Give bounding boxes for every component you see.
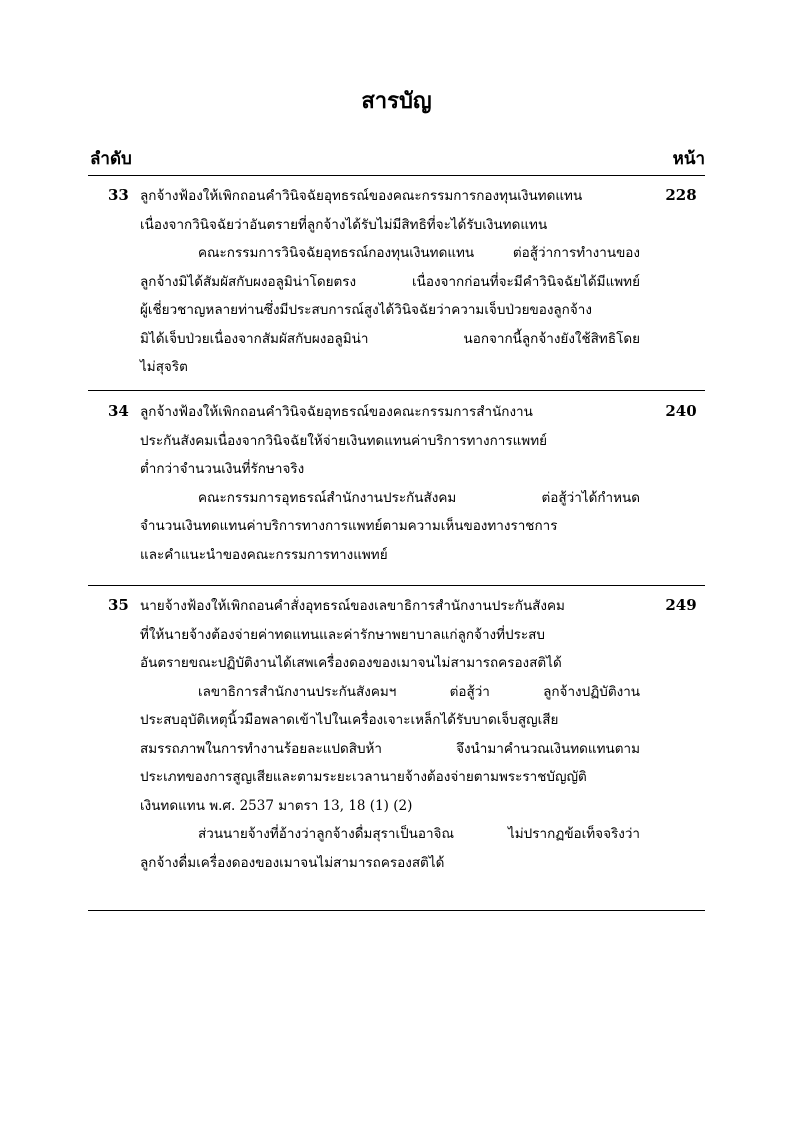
entry-summary-line: มิได้เจ็บป่วยเนื่องจากสัมผัสกับผงอลูมิน่า นอกจากนี้ลูกจ้างยังใช้สิทธิโดย	[140, 330, 640, 347]
page-title: สารบัญ	[361, 88, 432, 114]
entry-summary-line: ลูกจ้างมิได้สัมผัสกับผงอลูมิน่าโดยตรง เนื่องจากก่อนที่จะมีคำวินิจฉัยได้มีแพทย์	[140, 273, 640, 290]
entry-heading-line: ต่ำกว่าจำนวนเงินที่รักษาจริง	[140, 461, 305, 477]
entry-summary-line: ลูกจ้างดื่มเครื่องดองของเมาจนไม่สามารถครองสติได้	[140, 854, 445, 871]
page-column-header: หน้า	[672, 149, 705, 169]
entry-heading-line: อันตรายขณะปฏิบัติงานได้เสพเครื่องดองของเมาจนไม่สามารถครองสติได้	[140, 655, 562, 671]
entry-divider	[88, 390, 705, 391]
entry-number: 33	[108, 186, 129, 204]
entry-summary-line: ประสบอุบัติเหตุนิ้วมือพลาดเข้าไปในเครื่องเจาะเหล็กได้รับบาดเจ็บสูญเสีย	[140, 712, 559, 728]
entry-heading-line: ลูกจ้างฟ้องให้เพิกถอนคำวินิจฉัยอุทธรณ์ของคณะกรรมการกองทุนเงินทดแทน	[140, 188, 583, 204]
entry-body	[140, 398, 640, 569]
entry-page-number: 249	[665, 596, 697, 614]
entry-summary-line: ไม่สุจริต	[140, 359, 188, 375]
entry-divider	[88, 910, 705, 911]
entry-heading-line: เนื่องจากวินิจฉัยว่าอันตรายที่ลูกจ้างได้รับไม่มีสิทธิที่จะได้รับเงินทดแทน	[140, 216, 548, 233]
header-divider	[88, 175, 705, 176]
entry-heading-line: ลูกจ้างฟ้องให้เพิกถอนคำวินิจฉัยอุทธรณ์ของคณะกรรมการสำนักงาน	[140, 404, 533, 420]
entry-summary-line: เงินทดแทน พ.ศ. 2537 มาตรา 13, 18 (1) (2)	[140, 797, 413, 814]
entry-body	[140, 182, 640, 382]
entry-summary-line: ส่วนนายจ้างที่อ้างว่าลูกจ้างดื่มสุราเป็นอาจิณ ไม่ปรากฏข้อเท็จจริงว่า	[198, 826, 640, 842]
entry-heading-line: นายจ้างฟ้องให้เพิกถอนคำสั่งอุทธรณ์ของเลขาธิการสำนักงานประกันสังคม	[140, 598, 565, 614]
entry-page-number: 228	[665, 186, 697, 204]
entry-summary-line: สมรรถภาพในการทำงานร้อยละแปดสิบห้า จึงนำมาคำนวณเงินทดแทนตาม	[140, 740, 640, 757]
entry-number: 34	[108, 402, 129, 420]
entry-heading-line: ที่ให้นายจ้างต้องจ่ายค่าทดแทนและค่ารักษาพยาบาลแก่ลูกจ้างที่ประสบ	[140, 626, 545, 643]
entry-number: 35	[108, 596, 129, 614]
entry-summary-line: ประเภทของการสูญเสียและตามระยะเวลานายจ้างต้องจ่ายตามพระราชบัญญัติ	[140, 769, 587, 785]
entry-summary-line: คณะกรรมการอุทธรณ์สำนักงานประกันสังคม ต่อสู้ว่าได้กำหนด	[198, 489, 640, 506]
toc-header-row	[88, 145, 705, 173]
entry-summary-line: จำนวนเงินทดแทนค่าบริการทางการแพทย์ตามความเห็นของทางราชการ	[140, 518, 558, 534]
entry-summary-line: คณะกรรมการวินิจฉัยอุทธรณ์กองทุนเงินทดแทน ต่อสู้ว่าการทำงานของ	[198, 245, 640, 261]
entry-divider	[88, 585, 705, 586]
entry-summary-line: ผู้เชี่ยวชาญหลายท่านซึ่งมีประสบการณ์สูงได้วินิจฉัยว่าความเจ็บป่วยของลูกจ้าง	[140, 302, 592, 318]
entry-heading-line: ประกันสังคมเนื่องจากวินิจฉัยให้จ่ายเงินทดแทนค่าบริการทางการแพทย์	[140, 432, 548, 449]
entry-summary-line: และคำแนะนำของคณะกรรมการทางแพทย์	[140, 546, 388, 563]
entry-page-number: 240	[665, 402, 697, 420]
number-column-header: ลำดับ	[90, 149, 132, 169]
entry-summary-line: เลขาธิการสำนักงานประกันสังคมฯ ต่อสู้ว่า ลูกจ้างปฏิบัติงาน	[198, 683, 640, 700]
entry-body	[140, 592, 640, 877]
